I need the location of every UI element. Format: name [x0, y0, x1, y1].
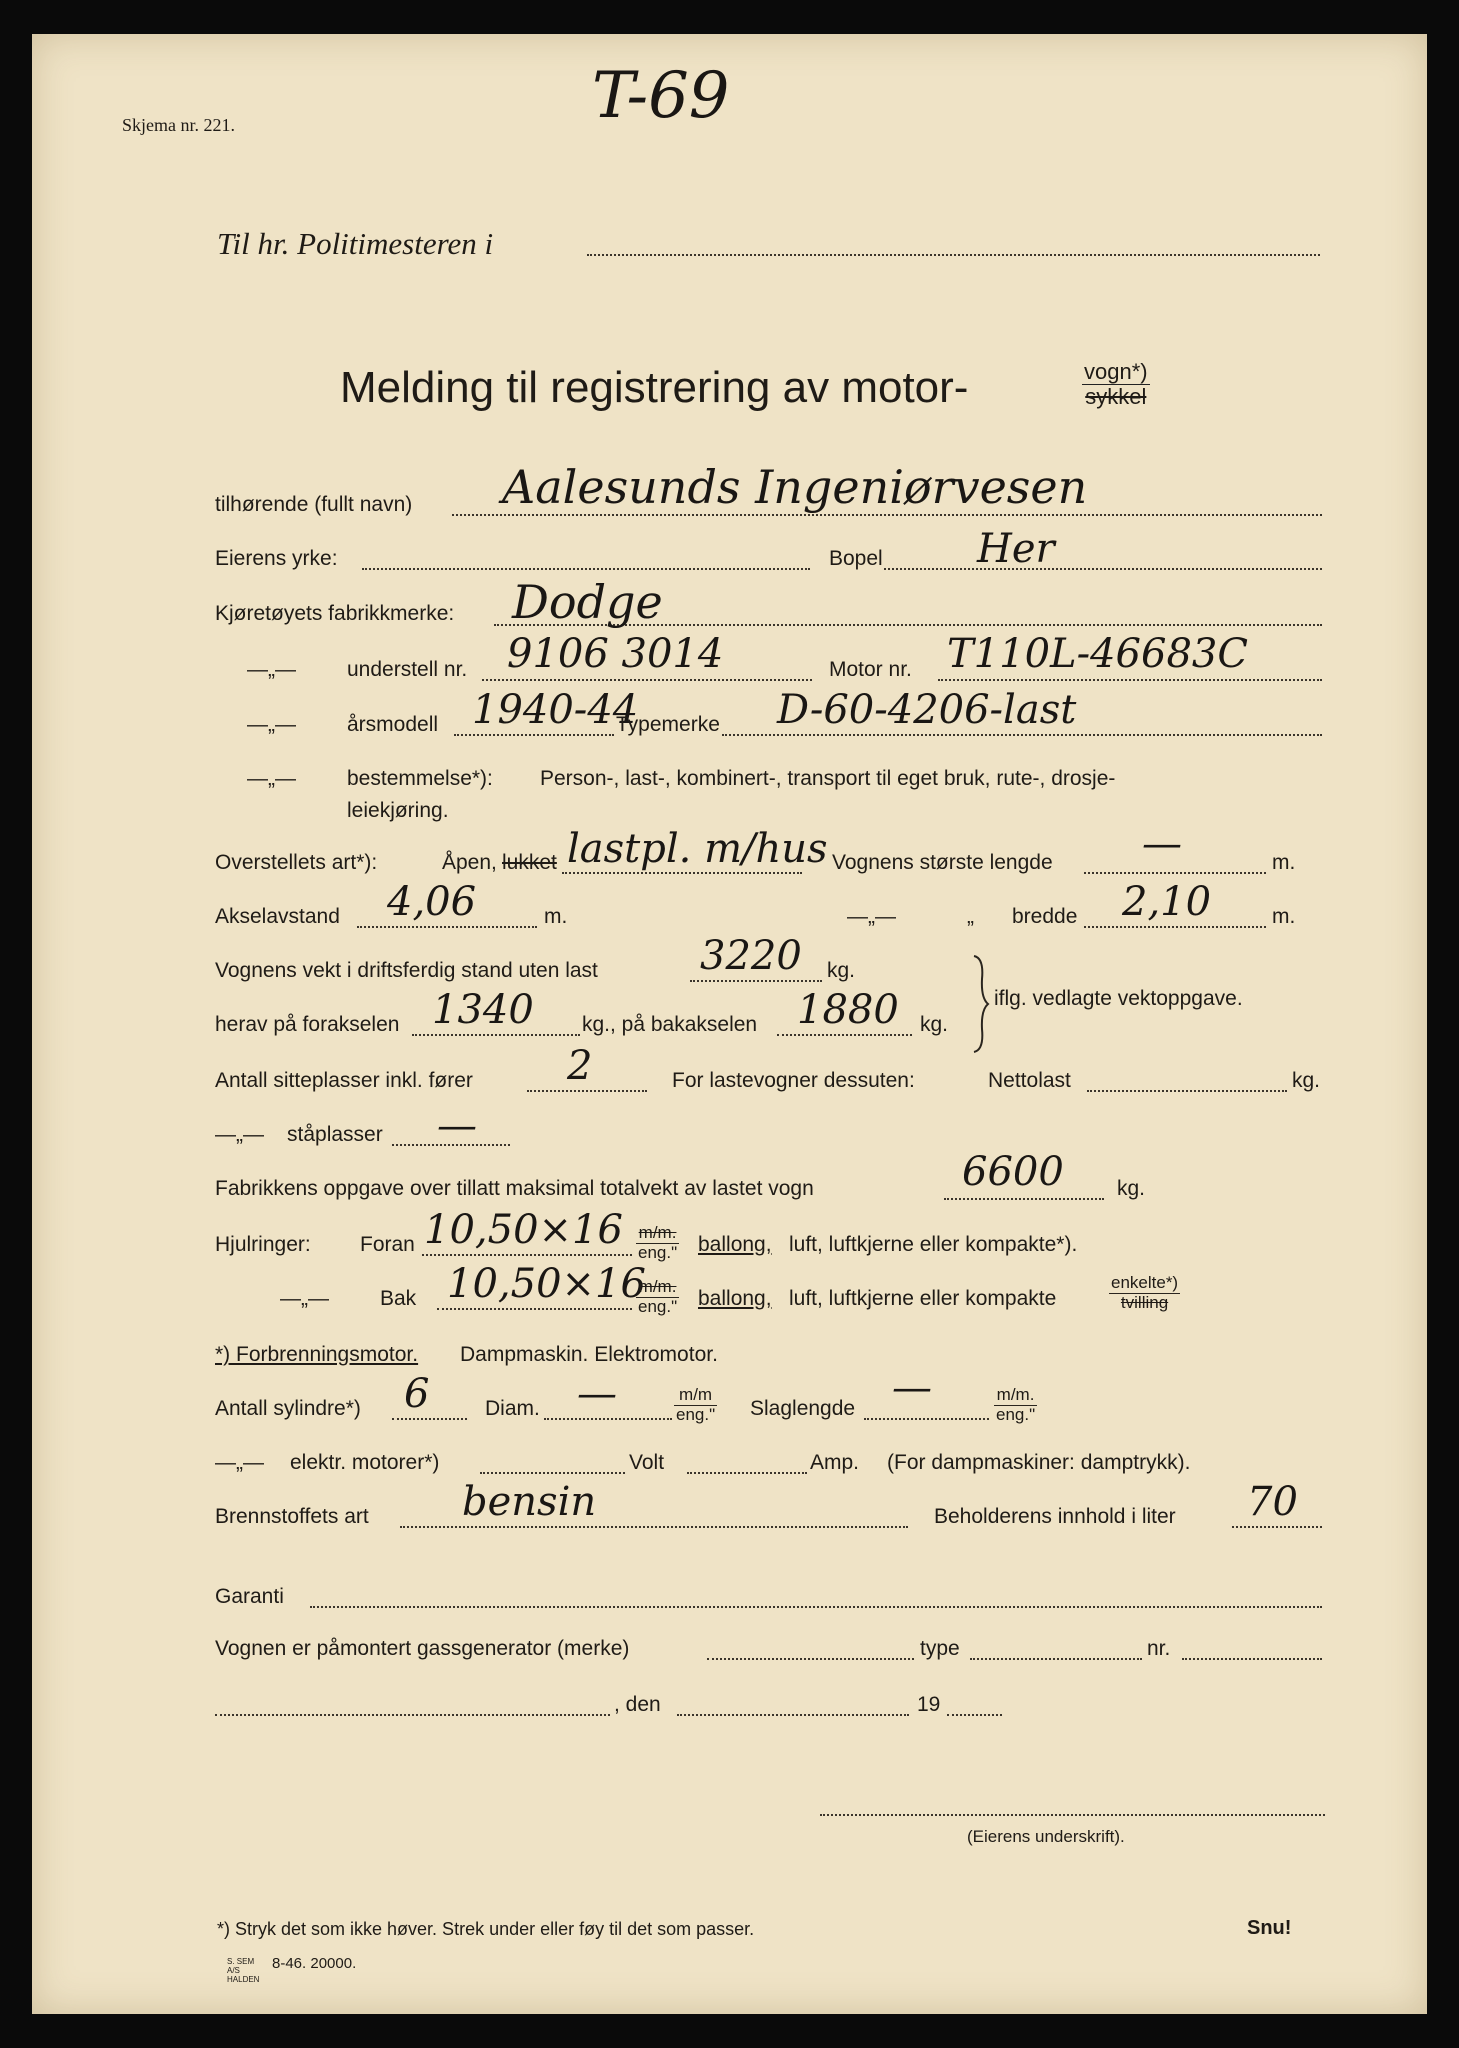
- diam-unit: m/m eng.": [676, 1385, 716, 1424]
- weight-value: 3220: [700, 933, 802, 979]
- standing-value: —: [437, 1103, 477, 1149]
- weight-unit: kg.: [827, 959, 856, 982]
- fuel-value: bensin: [462, 1479, 597, 1525]
- residence-line[interactable]: [884, 568, 1322, 570]
- diam-value: —: [577, 1371, 617, 1417]
- weight-note: iflg. vedlagte vektoppgave.: [994, 987, 1243, 1010]
- steam-note: (For dampmaskiner: damptrykk).: [887, 1451, 1191, 1474]
- rear-axle-line[interactable]: [777, 1034, 912, 1036]
- rear-axle-label: kg., på bakakselen: [582, 1013, 758, 1036]
- volt-label: Volt: [629, 1451, 665, 1474]
- wheels-rear-ditto: —„—: [280, 1287, 329, 1310]
- rear-axle-unit: kg.: [920, 1013, 949, 1036]
- make-value: Dodge: [512, 575, 663, 629]
- owner-label: tilhørende (fullt navn): [215, 493, 413, 516]
- netload-line[interactable]: [1087, 1090, 1287, 1092]
- date-line[interactable]: [677, 1714, 909, 1716]
- tank-label: Beholderens innhold i liter: [934, 1505, 1176, 1528]
- occupation-line[interactable]: [362, 568, 810, 570]
- place-line[interactable]: [215, 1714, 610, 1716]
- addressee-line[interactable]: [587, 254, 1320, 256]
- tire-balloon-rear: ballong,: [698, 1287, 772, 1310]
- seats-line[interactable]: [527, 1090, 647, 1092]
- body-open: Åpen,: [442, 851, 497, 874]
- width-unit: m.: [1272, 905, 1296, 928]
- body-label: Overstellets art*):: [215, 851, 378, 874]
- body-closed: lukket: [502, 851, 557, 874]
- front-axle-value: 1340: [432, 987, 534, 1033]
- type-label: Typemerke: [616, 713, 720, 736]
- guarantee-line[interactable]: [310, 1606, 1322, 1608]
- max-weight-value: 6600: [962, 1149, 1064, 1195]
- chassis-value: 9106 3014: [507, 631, 724, 677]
- standing-ditto: —„—: [215, 1123, 264, 1146]
- netload-unit: kg.: [1292, 1069, 1321, 1092]
- form-title: Melding til registrering av motor-: [340, 363, 969, 412]
- length-label: Vognens største lengde: [832, 851, 1053, 874]
- form-sheet: [32, 34, 1427, 2014]
- width-ditto: —„—: [847, 905, 896, 928]
- gasgen-label: Vognen er påmontert gassgenerator (merke): [215, 1637, 630, 1660]
- width-line[interactable]: [1084, 926, 1266, 928]
- gasgen-make-line[interactable]: [707, 1658, 914, 1660]
- tire-mounting: enkelte*) tvilling: [1111, 1273, 1179, 1312]
- rear-axle-value: 1880: [797, 987, 899, 1033]
- motor-label: Motor nr.: [829, 658, 912, 681]
- wheels-rear-value: 10,50×16: [447, 1261, 646, 1307]
- wheelbase-value: 4,06: [387, 879, 477, 925]
- electric-ditto: —„—: [215, 1451, 264, 1474]
- length-unit: m.: [1272, 851, 1296, 874]
- print-info: 8-46. 20000.: [272, 1955, 357, 1972]
- fuel-label: Brennstoffets art: [215, 1505, 369, 1528]
- wheels-front-line[interactable]: [422, 1254, 632, 1256]
- cylinders-label: Antall sylindre*): [215, 1397, 361, 1420]
- electric-line[interactable]: [480, 1472, 625, 1474]
- width-ditto-2: „: [967, 905, 974, 928]
- gasgen-nr-label: nr.: [1147, 1637, 1171, 1660]
- purpose-text: Person-, last-, kombinert-, transport til eget bruk, rute-, drosje-: [540, 767, 1116, 790]
- type-value: D-60-4206-last: [777, 687, 1077, 733]
- wheelbase-line[interactable]: [357, 926, 537, 928]
- wheels-rear-line[interactable]: [437, 1308, 632, 1310]
- signature-line[interactable]: [820, 1814, 1325, 1816]
- diam-label: Diam.: [485, 1397, 540, 1420]
- purpose-ditto: —„—: [247, 767, 296, 790]
- body-line[interactable]: [562, 872, 802, 874]
- purpose-text-2: leiekjøring.: [347, 799, 449, 822]
- year-line[interactable]: [454, 734, 614, 736]
- trucks-label: For lastevogner dessuten:: [672, 1069, 915, 1092]
- gasgen-type-label: type: [920, 1637, 960, 1660]
- chassis-ditto: —„—: [247, 658, 296, 681]
- width-label: bredde: [1012, 905, 1078, 928]
- wheels-label: Hjulringer:: [215, 1233, 311, 1256]
- wheelbase-unit: m.: [544, 905, 568, 928]
- body-value: lastpl. m/hus: [567, 826, 828, 872]
- wheels-rear-label: Bak: [380, 1287, 417, 1310]
- standing-label: ståplasser: [287, 1123, 383, 1146]
- brace-icon: [970, 954, 990, 1054]
- length-line[interactable]: [1084, 872, 1266, 874]
- year-ditto: —„—: [247, 713, 296, 736]
- printer-label: S. SEM A/S HALDEN: [227, 1957, 260, 1984]
- wheels-rear-unit: m/m. eng.": [638, 1277, 678, 1316]
- engine-combustion: *) Forbrenningsmotor.: [215, 1343, 419, 1366]
- wheels-front-label: Foran: [360, 1233, 415, 1256]
- chassis-line[interactable]: [482, 679, 812, 681]
- tire-types-rear: luft, luftkjerne eller kompakte: [789, 1287, 1057, 1310]
- wheelbase-label: Akselavstand: [215, 905, 340, 928]
- chassis-label: understell nr.: [347, 658, 468, 681]
- diam-line[interactable]: [544, 1418, 672, 1420]
- fuel-line[interactable]: [400, 1526, 908, 1528]
- wheels-front-value: 10,50×16: [424, 1207, 623, 1253]
- amp-label: Amp.: [810, 1451, 860, 1474]
- date-year-label: 19: [917, 1693, 941, 1716]
- gasgen-nr-line[interactable]: [1182, 1658, 1322, 1660]
- title-vehicle-type: vogn*) sykkel: [1084, 359, 1148, 410]
- year-line-short[interactable]: [947, 1714, 1002, 1716]
- stroke-unit: m/m. eng.": [996, 1385, 1036, 1424]
- purpose-label: bestemmelse*):: [347, 767, 493, 790]
- cylinders-value: 6: [404, 1371, 430, 1417]
- gasgen-type-line[interactable]: [970, 1658, 1142, 1660]
- width-value: 2,10: [1122, 879, 1212, 925]
- length-value: —: [1142, 821, 1182, 867]
- electric-label: elektr. motorer*): [290, 1451, 440, 1474]
- tire-balloon-front: ballong,: [698, 1233, 772, 1256]
- stroke-label: Slaglengde: [750, 1397, 856, 1420]
- owner-value: Aalesunds Ingeniørvesen: [502, 460, 1088, 514]
- footer-note: *) Stryk det som ikke høver. Strek under eller føy til det som passer.: [217, 1919, 755, 1939]
- weight-label: Vognens vekt i driftsferdig stand uten last: [215, 959, 598, 982]
- wheels-front-unit: m/m. eng.": [638, 1223, 678, 1262]
- front-axle-line[interactable]: [412, 1034, 580, 1036]
- tank-line[interactable]: [1232, 1526, 1322, 1528]
- engine-other: Dampmaskin. Elektromotor.: [460, 1343, 718, 1366]
- year-label: årsmodell: [347, 713, 439, 736]
- signature-label: (Eierens underskrift).: [967, 1827, 1125, 1846]
- tank-value: 70: [1247, 1479, 1298, 1525]
- form-number: Skjema nr. 221.: [122, 115, 235, 135]
- cylinders-line[interactable]: [392, 1418, 467, 1420]
- addressee-label: Til hr. Politimesteren i: [217, 226, 494, 261]
- motor-value: T110L-46683C: [947, 631, 1248, 677]
- occupation-label: Eierens yrke:: [215, 547, 338, 570]
- make-label: Kjøretøyets fabrikkmerke:: [215, 602, 455, 625]
- date-den-label: , den: [614, 1693, 661, 1716]
- guarantee-label: Garanti: [215, 1585, 284, 1608]
- max-weight-line[interactable]: [944, 1198, 1104, 1200]
- handwritten-code: T-69: [592, 59, 730, 133]
- front-axle-label: herav på forakselen: [215, 1013, 400, 1036]
- turn-over-label: Snu!: [1247, 1917, 1292, 1939]
- weight-line[interactable]: [690, 980, 822, 982]
- seats-label: Antall sitteplasser inkl. fører: [215, 1069, 473, 1092]
- year-value: 1940-44: [472, 687, 639, 733]
- volt-line[interactable]: [687, 1472, 807, 1474]
- type-line[interactable]: [722, 734, 1322, 736]
- residence-value: Her: [977, 526, 1055, 572]
- residence-label: Bopel: [829, 547, 883, 570]
- max-weight-label: Fabrikkens oppgave over tillatt maksimal totalvekt av lastet vogn: [215, 1177, 814, 1200]
- tire-types-front: luft, luftkjerne eller kompakte*).: [789, 1233, 1078, 1256]
- owner-line[interactable]: [452, 514, 1322, 516]
- stroke-line[interactable]: [864, 1418, 989, 1420]
- motor-line[interactable]: [938, 679, 1322, 681]
- netload-label: Nettolast: [988, 1069, 1071, 1092]
- seats-value: 2: [567, 1043, 593, 1089]
- max-weight-unit: kg.: [1117, 1177, 1146, 1200]
- stroke-value: —: [892, 1365, 932, 1411]
